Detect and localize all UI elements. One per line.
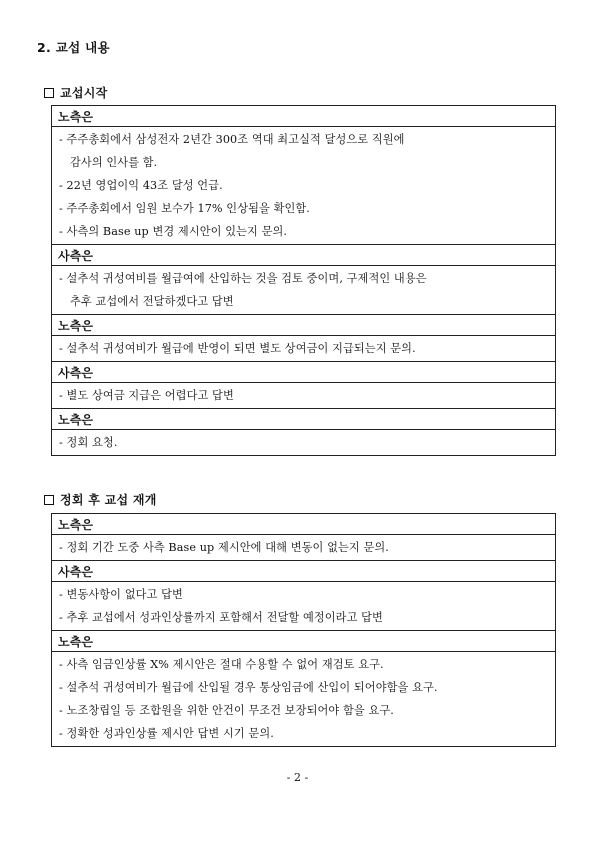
content-line: - 주주총회에서 임원 보수가 17% 인상됨을 확인함. <box>59 202 310 215</box>
subsection-title-start <box>44 84 108 101</box>
content-cell <box>52 127 556 245</box>
content-row <box>52 383 556 409</box>
content-row <box>52 336 556 362</box>
content-line: - 22년 영업이익 43조 달성 언급. <box>59 179 223 192</box>
content-line: - 정회 요청. <box>59 436 118 449</box>
content-row <box>52 127 556 245</box>
content-row <box>52 582 556 631</box>
speaker-row <box>52 362 556 383</box>
speaker-row <box>52 409 556 430</box>
speaker-row <box>52 561 556 582</box>
checkbox-square-icon <box>44 495 54 505</box>
subsection-title-resume <box>44 491 157 508</box>
content-line: - 설추석 귀성여비를 월급여에 산입하는 것을 검토 중이며, 구제적인 내용은 <box>59 272 427 285</box>
content-cell <box>52 383 556 409</box>
page-number: - 2 - <box>286 771 309 784</box>
content-line: - 별도 상여금 지급은 어렵다고 답변 <box>59 389 234 402</box>
content-line: - 변동사항이 없다고 답변 <box>59 588 183 601</box>
speaker-label: 노측은 <box>52 315 556 336</box>
content-cell <box>52 336 556 362</box>
content-line: - 설추석 귀성여비가 월급에 산입될 경우 통상임금에 산입이 되어야함을 요구. <box>59 681 438 694</box>
speaker-row <box>52 315 556 336</box>
content-line: - 노조창립일 등 조합원을 위한 안건이 무조건 보장되어야 함을 요구. <box>59 704 394 717</box>
content-line: - 정회 기간 도중 사측 Base up 제시안에 대해 변동이 없는지 문의. <box>59 541 389 554</box>
negotiation-table-resume <box>51 513 556 747</box>
content-cell <box>52 582 556 631</box>
content-line: - 정확한 성과인상률 제시안 답변 시기 문의. <box>59 727 274 740</box>
content-line: - 사측 임금인상률 X% 제시안은 절대 수용할 수 없어 재검토 요구. <box>59 658 384 671</box>
content-cell <box>52 652 556 747</box>
content-row <box>52 266 556 315</box>
content-row <box>52 430 556 456</box>
speaker-label: 노측은 <box>52 409 556 430</box>
content-line: - 추후 교섭에서 성과인상률까지 포함해서 전달할 예정이라고 답변 <box>59 611 383 624</box>
content-row <box>52 535 556 561</box>
content-cell <box>52 266 556 315</box>
content-line: - 사측의 Base up 변경 제시안이 있는지 문의. <box>59 225 288 238</box>
subsection-title-text: 정회 후 교섭 재개 <box>60 493 157 507</box>
content-line: - 주주총회에서 삼성전자 2년간 300조 역대 최고실적 달성으로 직원에 <box>59 133 405 146</box>
section-title: 2. 교섭 내용 <box>37 40 110 55</box>
content-cell <box>52 430 556 456</box>
speaker-row <box>52 245 556 266</box>
speaker-label: 노측은 <box>52 106 556 127</box>
speaker-label: 사측은 <box>52 245 556 266</box>
speaker-row <box>52 631 556 652</box>
negotiation-table-start <box>51 105 556 456</box>
content-line: - 설추석 귀성여비가 월급에 반영이 되면 별도 상여금이 지급되는지 문의. <box>59 342 416 355</box>
speaker-label: 노측은 <box>52 514 556 535</box>
content-cell <box>52 535 556 561</box>
speaker-label: 사측은 <box>52 561 556 582</box>
speaker-row <box>52 514 556 535</box>
checkbox-square-icon <box>44 88 54 98</box>
speaker-row <box>52 106 556 127</box>
subsection-title-text: 교섭시작 <box>60 86 108 100</box>
content-line: 감사의 인사를 함. <box>70 156 158 169</box>
speaker-label: 사측은 <box>52 362 556 383</box>
content-row <box>52 652 556 747</box>
speaker-label: 노측은 <box>52 631 556 652</box>
content-line: 추후 교섭에서 전달하겠다고 답변 <box>70 295 234 308</box>
